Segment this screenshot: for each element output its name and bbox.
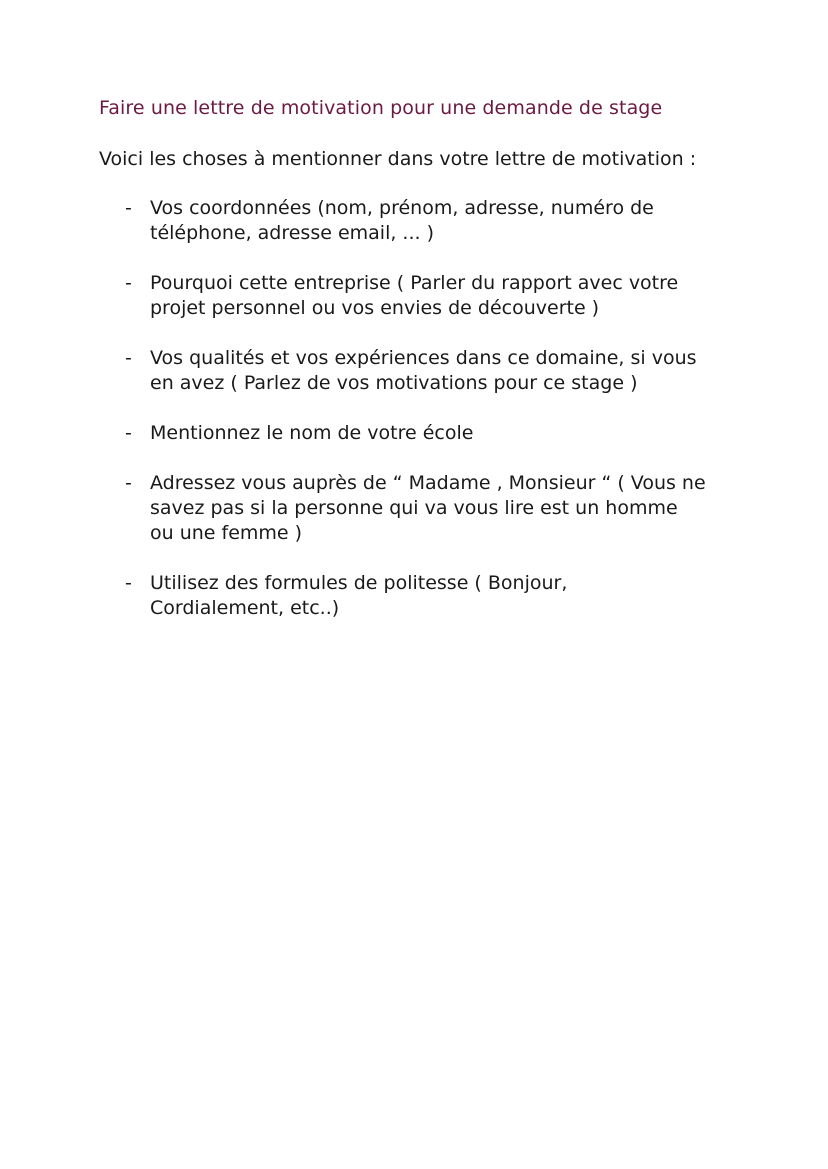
list-item bbox=[120, 346, 740, 396]
list-item bbox=[120, 196, 740, 246]
list-item-line: savez pas si la personne qui va vous lire est un homme bbox=[150, 497, 678, 519]
bullet-dash: - bbox=[125, 347, 132, 369]
bullet-dash: - bbox=[125, 572, 132, 594]
list-item-line: ou une femme ) bbox=[150, 522, 303, 544]
list-item-line: Cordialement, etc..) bbox=[150, 597, 340, 619]
intro-text: Voici les choses à mentionner dans votre lettre de motivation : bbox=[99, 148, 697, 170]
list-item-line: Pourquoi cette entreprise ( Parler du rapport avec votre bbox=[150, 272, 679, 294]
list-item-line: Adressez vous auprès de “ Madame , Monsieur “ ( Vous ne bbox=[150, 472, 706, 494]
list-item-line: téléphone, adresse email, ... ) bbox=[150, 222, 435, 244]
document-title: Faire une lettre de motivation pour une demande de stage bbox=[99, 97, 663, 119]
list-item-line: en avez ( Parlez de vos motivations pour ce stage ) bbox=[150, 372, 638, 394]
bullet-list bbox=[120, 196, 740, 646]
bullet-dash: - bbox=[125, 472, 132, 494]
bullet-dash: - bbox=[125, 272, 132, 294]
bullet-dash: - bbox=[125, 422, 132, 444]
list-item-line: projet personnel ou vos envies de découverte ) bbox=[150, 297, 600, 319]
bullet-dash: - bbox=[125, 197, 132, 219]
list-item bbox=[120, 471, 740, 546]
list-item bbox=[120, 571, 740, 621]
list-item-line: Vos qualités et vos expériences dans ce domaine, si vous bbox=[150, 347, 697, 369]
list-item bbox=[120, 271, 740, 321]
list-item-line: Mentionnez le nom de votre école bbox=[150, 422, 474, 444]
list-item-line: Utilisez des formules de politesse ( Bonjour, bbox=[150, 572, 568, 594]
list-item bbox=[120, 421, 740, 446]
list-item-line: Vos coordonnées (nom, prénom, adresse, numéro de bbox=[150, 197, 654, 219]
